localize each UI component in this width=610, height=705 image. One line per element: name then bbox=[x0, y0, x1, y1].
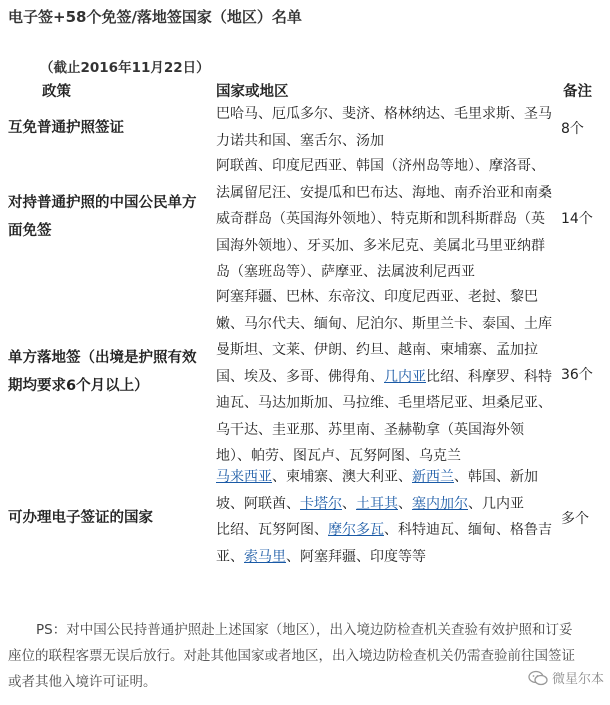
countries-mutual bbox=[216, 101, 556, 154]
country-line: 法属留尼汪、安提瓜和巴布达、海地、南乔治亚和南桑 bbox=[216, 184, 552, 201]
country-text: 、 bbox=[398, 495, 412, 512]
country-text: 坡、阿联酋、 bbox=[216, 495, 300, 512]
wechat-icon bbox=[528, 670, 548, 686]
watermark bbox=[528, 668, 604, 687]
page-title: 电子签+58个免签/落地签国家（地区）名单 bbox=[8, 8, 302, 26]
country-link-turkey[interactable]: 土耳其 bbox=[356, 495, 398, 512]
note-count: 多个 bbox=[561, 511, 589, 527]
countries-landing bbox=[216, 284, 556, 470]
country-line: 曼斯坦、文莱、伊朗、约旦、越南、柬埔寨、孟加拉 bbox=[216, 342, 538, 358]
country-link-new-zealand[interactable]: 新西兰 bbox=[412, 469, 454, 485]
country-text: 、柬埔寨、澳大利亚、 bbox=[272, 469, 412, 485]
ps-line: 座位的联程客票无误后放行。对赴其他国家或者地区，出入境边防检查机关仍需查验前往国签证 bbox=[8, 648, 575, 664]
country-text: 、科特迪瓦、缅甸、格鲁吉 bbox=[384, 522, 552, 538]
country-line bbox=[216, 364, 556, 391]
country-link-senegal[interactable]: 塞内加尔 bbox=[412, 495, 468, 512]
country-line: 力诺共和国、塞舌尔、汤加 bbox=[216, 132, 384, 149]
country-line: 地）、帕劳、图瓦卢、瓦努阿图、乌克兰 bbox=[216, 448, 461, 464]
country-link-somalia[interactable]: 索马里 bbox=[244, 548, 286, 565]
country-line bbox=[216, 491, 556, 518]
note-count: 8个 bbox=[561, 121, 584, 137]
country-text: 、阿塞拜疆、印度等等 bbox=[286, 548, 426, 565]
header-countries: 国家或地区 bbox=[216, 84, 289, 100]
country-line bbox=[216, 464, 556, 491]
country-line: 阿联酋、印度尼西亚、韩国（济州岛等地）、摩洛哥、 bbox=[216, 158, 545, 174]
note-count: 36个 bbox=[561, 367, 593, 383]
country-text: 、几内亚 bbox=[468, 495, 524, 512]
country-line: 阿塞拜疆、巴林、东帝汶、印度尼西亚、老挝、黎巴 bbox=[216, 289, 538, 305]
country-link-malaysia[interactable]: 马来西亚 bbox=[216, 469, 272, 485]
country-text: 国、埃及、多哥、佛得角、 bbox=[216, 368, 384, 385]
country-line: 乌干达、圭亚那、苏里南、圣赫勒拿（英国海外领 bbox=[216, 421, 524, 438]
country-line: 岛（塞班岛等）、萨摩亚、法属波利尼西亚 bbox=[216, 264, 475, 280]
ps-note bbox=[8, 617, 603, 695]
ps-line: PS：对中国公民持普通护照赴上述国家（地区），出入境边防检查机关查验有效护照和订妥 bbox=[36, 622, 573, 638]
date-note: （截止2016年11月22日） bbox=[40, 60, 210, 76]
countries-unilateral bbox=[216, 153, 556, 286]
policy-line: 对持普通护照的中国公民单方 bbox=[8, 195, 197, 211]
policy-e-visa: 可办理电子签证的国家 bbox=[8, 510, 153, 526]
country-text: 、 bbox=[342, 495, 356, 512]
note-count: 14个 bbox=[561, 211, 593, 227]
policy-line: 单方落地签（出境是护照有效 bbox=[8, 350, 197, 366]
country-line: 嫩、马尔代夫、缅甸、尼泊尔、斯里兰卡、泰国、土库 bbox=[216, 315, 552, 332]
country-link-qatar[interactable]: 卡塔尔 bbox=[300, 495, 342, 512]
policy-unilateral-exempt bbox=[8, 189, 208, 245]
country-line: 国海外领地）、牙买加、多米尼克、美属北马里亚纳群 bbox=[216, 237, 545, 254]
policy-landing-visa bbox=[8, 344, 208, 400]
country-text: 比绍、瓦努阿图、 bbox=[216, 522, 328, 538]
ps-line: 或者其他入境许可证明。 bbox=[8, 674, 157, 690]
policy-visa-exempt-mutual: 互免普通护照签证 bbox=[8, 120, 124, 136]
country-link-guinea[interactable]: 几内亚 bbox=[384, 368, 426, 385]
policy-line: 面免签 bbox=[8, 223, 52, 239]
watermark-text: 微星尔本 bbox=[551, 672, 604, 687]
country-line bbox=[216, 544, 556, 571]
country-text: 比绍、科摩罗、科特 bbox=[426, 368, 552, 385]
country-line: 迪瓦、马达加斯加、马拉维、毛里塔尼亚、坦桑尼亚、 bbox=[216, 395, 552, 411]
country-line: 巴哈马、厄瓜多尔、斐济、格林纳达、毛里求斯、圣马 bbox=[216, 106, 552, 122]
countries-evisa bbox=[216, 464, 556, 570]
policy-line: 期均要求6个月以上） bbox=[8, 378, 149, 394]
header-policy: 政策 bbox=[42, 84, 71, 100]
header-note: 备注 bbox=[563, 84, 592, 100]
country-link-moldova[interactable]: 摩尔多瓦 bbox=[328, 522, 384, 538]
country-line bbox=[216, 517, 556, 544]
country-text: 亚、 bbox=[216, 548, 244, 565]
country-line: 威奇群岛（英国海外领地）、特克斯和凯科斯群岛（英 bbox=[216, 211, 545, 227]
country-text: 、韩国、新加 bbox=[454, 469, 538, 485]
